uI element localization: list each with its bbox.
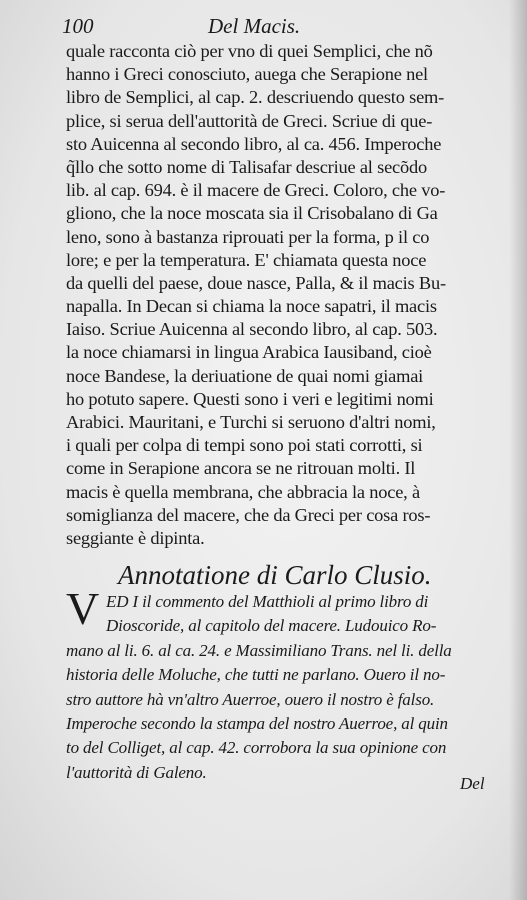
- annotation-line: Imperoche secondo la stampa del nostro Auerroe, al quin: [66, 713, 448, 733]
- text-line: noce Bandese, la deriuatione de quai nomi giamai: [66, 365, 424, 386]
- annotation-line: to del Colliget, al cap. 42. corrobora la sua opinione con: [66, 738, 447, 758]
- text-line: sto Auicenna al secondo libro, al ca. 456. Imperoche: [66, 133, 442, 154]
- text-line: ho potuto sapere. Questi sono i veri e legitimi nomi: [66, 388, 434, 409]
- text-line: napalla. In Decan si chiama la noce sapatri, il macis: [66, 296, 437, 317]
- annotation-first-line: ED I il commento del Matthioli al primo libro di: [106, 592, 429, 611]
- text-line: quale racconta ciò per vno di quei Semplici, che nõ: [66, 41, 433, 61]
- annotation-heading: Annotatione di Carlo Clusio.: [118, 560, 432, 590]
- text-line: somiglianza del macere, che da Greci per cosa ros-: [66, 504, 431, 525]
- text-line: la noce chiamarsi in lingua Arabica Iausiband, cioè: [66, 342, 432, 363]
- catchword: Del: [460, 774, 485, 793]
- text-line: come in Serapione ancora se ne ritrouan molti. Il: [66, 458, 416, 479]
- running-title: Del Macis.: [208, 14, 301, 38]
- text-line: libro de Semplici, al cap. 2. descriuendo questo sem-: [66, 87, 445, 108]
- annotation-line: Dioscoride, al capitolo del macere. Ludouico Ro-: [106, 616, 437, 636]
- text-line: Iaiso. Scriue Auicenna al secondo libro, al cap. 503.: [66, 319, 438, 340]
- text-line: seggiante è dipinta.: [66, 527, 205, 548]
- text-line: gliono, che la noce moscata sia il Crisobalano di Ga: [66, 203, 438, 224]
- annotation-line: stro auttore hà vn'altro Auerroe, ouero il nostro è falso.: [66, 689, 435, 709]
- page-number: 100: [62, 14, 94, 38]
- annotation-line: historia delle Moluche, che tutti ne parlano. Ouero il no-: [66, 665, 446, 685]
- text-line: leno, sono à bastanza riprouati per la forma, p il co: [66, 226, 430, 247]
- text-line: da quelli del paese, doue nasce, Palla, & il macis Bu-: [66, 272, 446, 293]
- text-line: macis è quella membrana, che abbracia la noce, à: [66, 481, 420, 502]
- annotation-line: l'auttorità di Galeno.: [66, 762, 207, 782]
- text-line: q̃llo che sotto nome di Talisafar descriue al secõdo: [66, 156, 427, 177]
- drop-cap: V: [66, 583, 100, 634]
- text-line: Arabici. Mauritani, e Turchi si seruono d'altri nomi,: [66, 412, 436, 432]
- main-text-block: [66, 40, 498, 550]
- text-line: plice, si serua dell'auttorità de Greci. Scriue di que-: [66, 110, 433, 131]
- text-line: lib. al cap. 694. è il macere de Greci. Coloro, che vo-: [66, 180, 446, 201]
- annotation-text-block: [66, 583, 506, 785]
- text-line: i quali per colpa di tempi sono poi stati corrotti, si: [66, 435, 423, 456]
- text-line: lore; e per la temperatura. E' chiamata questa noce: [66, 249, 427, 270]
- running-header: [62, 14, 482, 40]
- page-gutter-shadow: [509, 0, 527, 900]
- annotation-line: mano al li. 6. al ca. 24. e Massimiliano Trans. nel li. della: [66, 640, 452, 660]
- text-line: hanno i Greci conosciuto, auega che Serapione nel: [66, 64, 428, 85]
